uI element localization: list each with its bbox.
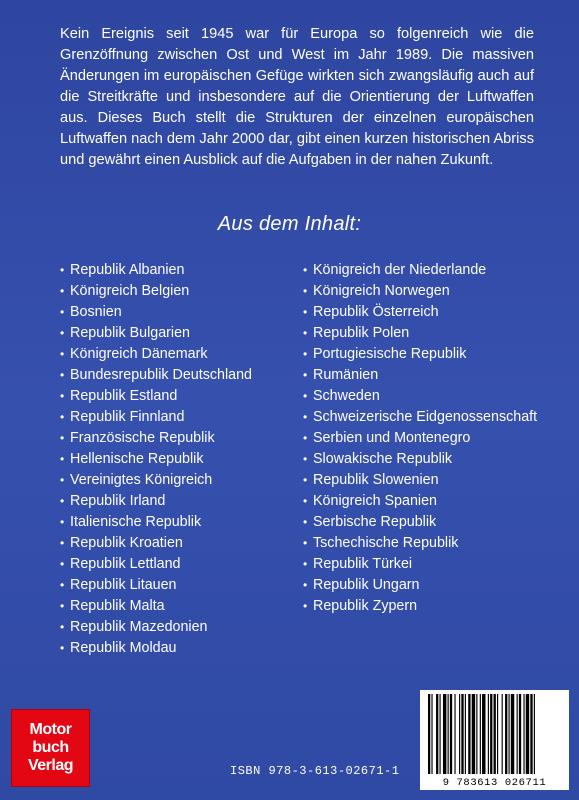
list-item: • Republik Malta — [60, 596, 290, 617]
barcode-bar — [476, 694, 477, 774]
list-item: • Republik Moldau — [60, 638, 290, 659]
list-item: • Republik Lettland — [60, 554, 290, 575]
list-item: • Bundesrepublik Deutschland — [60, 365, 290, 386]
list-item: • Königreich Norwegen — [303, 281, 553, 302]
barcode-bar — [497, 694, 498, 774]
list-item: • Republik Litauen — [60, 575, 290, 596]
barcode-bar — [440, 694, 441, 774]
list-item: • Königreich Spanien — [303, 491, 553, 512]
barcode-bar — [468, 694, 470, 774]
list-item: • Republik Zypern — [303, 596, 553, 617]
list-item: • Republik Slowenien — [303, 470, 553, 491]
publisher-logo — [11, 709, 90, 787]
barcode — [420, 690, 569, 790]
barcode-bar — [534, 694, 535, 774]
list-item: • Republik Estland — [60, 386, 290, 407]
list-item: • Portugiesische Republik — [303, 344, 553, 365]
barcode-bar — [450, 694, 452, 774]
barcode-bar — [428, 694, 430, 774]
list-item: • Republik Irland — [60, 491, 290, 512]
list-item: • Republik Österreich — [303, 302, 553, 323]
barcode-bar — [461, 694, 463, 774]
logo-line: Motor — [29, 721, 72, 738]
barcode-digits: 9 783613 026711 — [442, 777, 547, 789]
list-item: • Vereinigtes Königreich — [60, 470, 290, 491]
barcode-bar — [448, 694, 449, 774]
list-item: • Schweizerische Eidgenossenschaft — [303, 407, 553, 428]
list-item: • Republik Albanien — [60, 260, 290, 281]
barcode-bar — [519, 694, 521, 774]
list-item: • Königreich Dänemark — [60, 344, 290, 365]
list-item: • Italienische Republik — [60, 512, 290, 533]
barcode-bar — [436, 694, 438, 774]
contents-list-right — [303, 260, 553, 617]
list-item: • Rumänien — [303, 365, 553, 386]
list-item: • Serbische Republik — [303, 512, 553, 533]
list-item: • Französische Republik — [60, 428, 290, 449]
barcode-bar — [494, 694, 496, 774]
barcode-bar — [530, 694, 532, 774]
list-item: • Republik Türkei — [303, 554, 553, 575]
list-item: • Republik Finnland — [60, 407, 290, 428]
back-cover-blurb: Kein Ereignis seit 1945 war für Europa so folgenreich wie die Grenzöffnung zwischen Ost und West im Jahr 1989. Die massiven Änderungen im europäischen Gefüge wirkten sich zwangsläufig auch auf die Streitkräfte und insbesondere auf die Orientierung der Luftwaffen aus. Dieses Buch stellt die Strukturen der einzelnen europäischen Luftwaffen nach dem Jahr 2000 dar, gibt einen kurzen historischen Abriss und gewährt einen Ausblick auf die Aufgaben in der nahen Zukunft. — [60, 26, 534, 168]
isbn-label: ISBN 978-3-613-02671-1 — [230, 764, 400, 778]
barcode-bar — [505, 694, 507, 774]
barcode-bar — [502, 694, 503, 774]
barcode-bar — [459, 694, 460, 774]
list-item: • Hellenische Republik — [60, 449, 290, 470]
list-item: • Königreich der Niederlande — [303, 260, 553, 281]
barcode-bars — [420, 690, 569, 776]
barcode-bar — [454, 694, 455, 774]
barcode-bar — [523, 694, 524, 774]
list-item: • Serbien und Montenegro — [303, 428, 553, 449]
list-item: • Republik Polen — [303, 323, 553, 344]
list-item: • Republik Mazedonien — [60, 617, 290, 638]
barcode-bar — [488, 694, 489, 774]
list-item: • Königreich Belgien — [60, 281, 290, 302]
barcode-bar — [517, 694, 518, 774]
barcode-bar — [526, 694, 529, 774]
list-item: • Republik Ungarn — [303, 575, 553, 596]
barcode-bar — [480, 694, 481, 774]
barcode-bar — [511, 694, 514, 774]
barcode-bar — [465, 694, 466, 774]
barcode-bar — [482, 694, 485, 774]
list-item: • Bosnien — [60, 302, 290, 323]
logo-line: Verlag — [27, 757, 74, 774]
logo-line: buch — [32, 739, 69, 756]
list-item: • Schweden — [303, 386, 553, 407]
contents-list-left — [60, 260, 290, 659]
barcode-bar — [431, 694, 432, 774]
barcode-bar — [490, 694, 492, 774]
list-item: • Republik Bulgarien — [60, 323, 290, 344]
barcode-bar — [443, 694, 446, 774]
contents-heading: Aus dem Inhalt: — [217, 213, 362, 235]
list-item: • Republik Kroatien — [60, 533, 290, 554]
barcode-bar — [472, 694, 475, 774]
list-item: • Tschechische Republik — [303, 533, 553, 554]
list-item: • Slowakische Republik — [303, 449, 553, 470]
barcode-bar — [509, 694, 510, 774]
